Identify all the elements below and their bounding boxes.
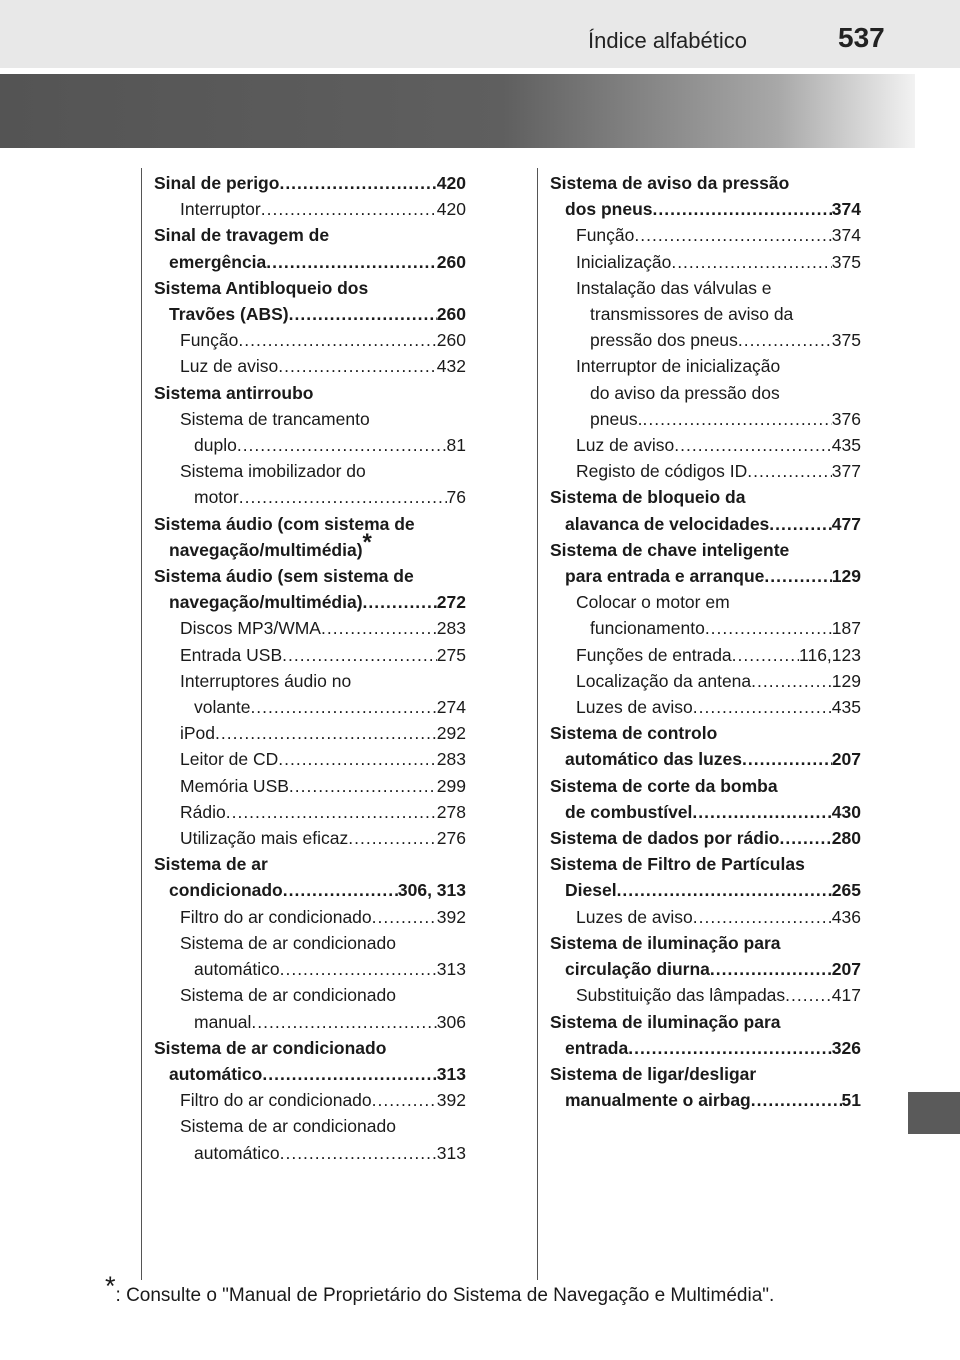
index-entry-text: Utilização mais eficaz <box>180 828 349 849</box>
index-entry-text: Substituição das lâmpadas <box>576 985 786 1006</box>
dot-leader <box>372 1087 437 1113</box>
index-entry-text: Discos MP3/WMA <box>180 618 321 639</box>
index-entry <box>154 380 466 406</box>
dot-leader <box>237 432 447 458</box>
index-entry <box>154 222 466 248</box>
dot-leader <box>226 799 437 825</box>
index-entry <box>154 904 466 930</box>
column-divider-middle <box>537 168 538 1280</box>
index-entry-text: Luz de aviso <box>180 356 279 377</box>
index-entry <box>154 511 466 537</box>
index-entry <box>154 1113 466 1139</box>
index-entry <box>550 380 861 406</box>
index-entry <box>154 956 466 982</box>
index-entry <box>154 668 466 694</box>
index-entry-text: Rádio <box>180 801 226 822</box>
index-entry-text: entrada <box>565 1037 629 1058</box>
index-entry <box>550 746 861 772</box>
index-entry-text: Luzes de aviso <box>576 906 693 927</box>
index-entry-text: Filtro do ar condicionado <box>180 1090 372 1111</box>
page-header <box>0 0 960 68</box>
dot-leader <box>643 406 832 432</box>
page-reference: 374 <box>831 199 861 220</box>
footnote-marker: * <box>105 1271 116 1301</box>
index-entry-text: Sistema de aviso da pressão <box>550 173 790 193</box>
index-entry-text: Função <box>180 330 239 351</box>
page-reference: 436 <box>831 906 861 927</box>
index-entry-text: Registo de códigos ID <box>576 461 748 482</box>
page-reference: 417 <box>831 985 861 1006</box>
dot-leader <box>785 982 832 1008</box>
index-entry-text: Luz de aviso <box>576 435 675 456</box>
index-entry-text: automático <box>194 1142 280 1163</box>
index-entry-text: Funções de entrada <box>576 644 732 665</box>
index-entry <box>154 301 466 327</box>
index-entry <box>550 1061 861 1087</box>
index-entry-text: Diesel <box>565 880 617 901</box>
index-entry <box>550 615 861 641</box>
dot-leader <box>280 1140 437 1166</box>
index-entry-text: Sistema de corte da bomba <box>550 775 778 796</box>
index-entry <box>154 1035 466 1061</box>
index-entry-text: Sistema de dados por rádio <box>550 828 780 849</box>
section-thumb-tab <box>908 1092 960 1134</box>
index-entry-text: Sistema de ar condicionado <box>180 1116 396 1137</box>
footnote-text: : Consulte o "Manual de Proprietário do Sistema de Navegação e Multimédia". <box>115 1285 775 1306</box>
page-reference: 207 <box>831 749 861 770</box>
index-entry <box>550 694 861 720</box>
index-entry <box>550 301 861 327</box>
index-entry <box>154 528 466 563</box>
index-entry-text: Sistema de trancamento <box>180 408 370 429</box>
page-reference: 283 <box>436 618 466 639</box>
page-reference: 313 <box>436 1063 466 1084</box>
index-entry-text: Sistema de Filtro de Partículas <box>550 854 805 875</box>
dot-leader <box>634 222 831 248</box>
index-entry-text: Sinal de travagem de <box>154 225 330 246</box>
index-entry-text: Memória USB <box>180 775 289 796</box>
index-entry-text: Sistema de iluminação para <box>550 932 781 953</box>
index-entry <box>154 720 466 746</box>
index-entry <box>550 904 861 930</box>
index-column-right <box>550 170 861 1113</box>
index-entry <box>154 563 466 589</box>
page-reference: 374 <box>831 225 861 246</box>
index-entry-text: automático <box>169 1063 263 1084</box>
index-entry <box>550 458 861 484</box>
page-reference: 278 <box>436 801 466 822</box>
index-entry <box>154 746 466 772</box>
index-entry-text: Sistema de ar <box>154 854 268 875</box>
index-entry-text: Interruptor de inicialização <box>576 356 781 377</box>
index-entry <box>154 694 466 720</box>
dot-leader <box>283 877 398 903</box>
index-entry <box>550 484 861 510</box>
column-divider-left <box>141 168 142 1280</box>
dot-leader <box>705 615 832 641</box>
dot-leader <box>751 1087 842 1113</box>
index-entry-text: Sinal de perigo <box>154 173 280 193</box>
index-entry-text: para entrada e arranque <box>565 566 765 587</box>
index-entry <box>550 982 861 1008</box>
dot-leader <box>262 1061 436 1087</box>
section-title: Índice alfabético <box>588 28 747 53</box>
index-entry <box>154 799 466 825</box>
page-reference: 292 <box>436 723 466 744</box>
page-reference: 51 <box>841 1090 861 1111</box>
dot-leader <box>289 301 437 327</box>
page-reference: 260 <box>436 330 466 351</box>
page-reference: 299 <box>436 775 466 796</box>
page-reference: 76 <box>446 487 466 508</box>
dot-leader <box>780 825 832 851</box>
index-entry-text: Sistema de controlo <box>550 723 718 744</box>
page-reference: 377 <box>831 461 861 482</box>
index-entry <box>154 170 466 196</box>
index-entry <box>154 773 466 799</box>
dot-leader <box>732 642 799 668</box>
index-entry-text: funcionamento <box>590 618 705 639</box>
page-reference: 283 <box>436 749 466 770</box>
page-reference: 313 <box>436 1142 466 1163</box>
index-entry <box>550 327 861 353</box>
index-entry-text: Sistema de ar condicionado <box>154 1037 387 1058</box>
page-reference: 306, 313 <box>397 880 466 901</box>
index-entry <box>550 196 861 222</box>
index-entry <box>154 327 466 353</box>
index-entry-text: Luzes de aviso <box>576 697 693 718</box>
page-reference: 116,123 <box>799 644 861 665</box>
index-entry <box>154 275 466 301</box>
page-reference: 276 <box>436 828 466 849</box>
page-reference: 430 <box>831 801 861 822</box>
page-reference: 477 <box>831 513 861 534</box>
page-reference: 187 <box>831 618 861 639</box>
dot-leader <box>266 249 437 275</box>
dot-leader <box>261 196 437 222</box>
index-entry-text: Filtro do ar condicionado <box>180 906 372 927</box>
index-entry <box>154 1061 466 1087</box>
page-reference: 392 <box>436 906 466 927</box>
page-reference: 129 <box>831 670 861 691</box>
index-entry <box>154 615 466 641</box>
index-entry <box>550 249 861 275</box>
dot-leader <box>674 432 832 458</box>
page-reference: 435 <box>831 435 861 456</box>
dot-leader <box>710 956 832 982</box>
index-entry <box>550 353 861 379</box>
index-entry <box>154 249 466 275</box>
index-entry <box>550 222 861 248</box>
dot-leader <box>251 1009 436 1035</box>
page-reference: 207 <box>831 959 861 980</box>
index-entry-text: Entrada USB <box>180 644 283 665</box>
index-entry <box>550 537 861 563</box>
index-entry-text: motor <box>194 487 239 508</box>
dot-leader <box>693 694 832 720</box>
index-entry <box>550 432 861 458</box>
page-reference: 265 <box>831 880 861 901</box>
index-entry <box>154 642 466 668</box>
index-entry-text: Sistema de ar condicionado <box>180 985 396 1006</box>
dot-leader <box>321 615 437 641</box>
index-entry <box>154 196 466 222</box>
dot-leader <box>348 825 437 851</box>
index-entry <box>550 825 861 851</box>
dot-leader <box>289 773 437 799</box>
dot-leader <box>693 904 832 930</box>
index-entry <box>550 642 861 668</box>
dot-leader <box>282 642 437 668</box>
footnote <box>105 1271 775 1307</box>
dot-leader <box>769 511 832 537</box>
page-reference: 435 <box>831 697 861 718</box>
index-entry-text: pneus. <box>590 408 643 429</box>
dot-leader <box>278 353 437 379</box>
index-entry-text: alavanca de velocidades <box>565 513 770 534</box>
index-entry-text: Função <box>576 225 635 246</box>
index-entry-text: Sistema Antibloqueio dos <box>154 277 369 298</box>
index-entry-text: do aviso da pressão dos <box>590 382 780 403</box>
dot-leader <box>372 904 437 930</box>
page-reference: 432 <box>436 356 466 377</box>
index-entry-text: Interruptor <box>180 199 261 220</box>
page-reference: 326 <box>831 1037 861 1058</box>
index-entry <box>154 589 466 615</box>
index-entry-text: Sistema antirroubo <box>154 382 314 403</box>
index-entry-text: Colocar o motor em <box>576 592 730 613</box>
index-entry-text: Interruptores áudio no <box>180 670 352 691</box>
dot-leader <box>238 327 436 353</box>
index-entry-text: Leitor de CD <box>180 749 279 770</box>
index-entry-text: navegação/multimédia) <box>169 592 363 613</box>
index-entry <box>550 668 861 694</box>
dot-leader <box>764 563 831 589</box>
index-entry <box>550 406 861 432</box>
index-entry-text: Sistema de bloqueio da <box>550 487 746 508</box>
index-entry-text: Inicialização <box>576 251 672 272</box>
index-entry-text: Sistema áudio (com sistema de <box>154 513 415 534</box>
index-entry-text: Sistema de iluminação para <box>550 1011 781 1032</box>
dot-leader <box>747 458 832 484</box>
page-reference: 129 <box>831 566 861 587</box>
index-entry <box>550 563 861 589</box>
index-entry <box>154 825 466 851</box>
index-entry-text: automático das luzes <box>565 749 742 770</box>
index-entry <box>154 851 466 877</box>
index-entry <box>550 720 861 746</box>
dot-leader <box>215 720 437 746</box>
page-reference: 376 <box>831 408 861 429</box>
index-entry-text: condicionado <box>169 880 283 901</box>
index-entry <box>154 484 466 510</box>
index-entry-text: Sistema de ar condicionado <box>180 932 396 953</box>
index-entry-text: emergência <box>169 251 267 272</box>
index-entry <box>154 982 466 1008</box>
page-reference: 313 <box>436 959 466 980</box>
page-reference: 272 <box>436 592 466 613</box>
index-entry-text: Sistema de chave inteligente <box>550 539 790 560</box>
index-entry-text: Travões (ABS) <box>169 304 289 325</box>
index-entry <box>550 1009 861 1035</box>
dot-leader <box>751 668 832 694</box>
index-entry-text: volante <box>194 697 251 718</box>
dot-leader <box>363 589 437 615</box>
index-entry-text: manual <box>194 1011 252 1032</box>
page-reference: 306 <box>436 1011 466 1032</box>
index-column-left <box>154 170 466 1166</box>
index-entry-text: manualmente o airbag <box>565 1090 751 1111</box>
page-reference: 420 <box>436 173 466 193</box>
index-entry <box>550 511 861 537</box>
footnote-reference: * <box>362 528 372 556</box>
index-entry <box>154 353 466 379</box>
dot-leader <box>280 956 437 982</box>
index-entry <box>154 432 466 458</box>
index-entry <box>550 1087 861 1113</box>
page-reference: 392 <box>436 1090 466 1111</box>
index-entry <box>550 877 861 903</box>
index-entry-text: transmissores de aviso da <box>590 304 794 325</box>
index-entry <box>154 1009 466 1035</box>
index-entry-text: dos pneus <box>565 199 653 220</box>
index-entry <box>550 851 861 877</box>
index-entry <box>154 930 466 956</box>
dot-leader <box>239 484 447 510</box>
index-entry-text: de combustível <box>565 801 693 822</box>
index-entry <box>154 1087 466 1113</box>
index-entry-text: duplo <box>194 435 237 456</box>
dot-leader <box>628 1035 832 1061</box>
dot-leader <box>671 249 831 275</box>
index-entry-text: Sistema áudio (sem sistema de <box>154 566 414 587</box>
index-entry-text: automático <box>194 959 280 980</box>
index-entry-text: Sistema de ligar/desligar <box>550 1063 757 1084</box>
dot-leader <box>279 170 436 196</box>
index-entry <box>154 458 466 484</box>
page-reference: 274 <box>436 697 466 718</box>
index-entry-text: navegação/multimédia) <box>169 539 363 560</box>
index-entry <box>550 773 861 799</box>
dot-leader <box>278 746 437 772</box>
page-reference: 280 <box>831 828 861 849</box>
page-reference: 420 <box>436 199 466 220</box>
index-entry-text: Localização da antena <box>576 670 752 691</box>
index-entry-text: Instalação das válvulas e <box>576 277 772 298</box>
page-reference: 260 <box>436 251 466 272</box>
page-reference: 81 <box>446 435 466 456</box>
header-banner <box>0 74 915 148</box>
dot-leader <box>653 196 832 222</box>
index-entry <box>154 406 466 432</box>
index-entry-text: pressão dos pneus <box>590 330 738 351</box>
index-entry <box>550 589 861 615</box>
index-entry <box>550 170 861 196</box>
dot-leader <box>250 694 436 720</box>
index-entry <box>154 877 466 903</box>
page-reference: 260 <box>436 304 466 325</box>
index-entry-text: circulação diurna <box>565 959 710 980</box>
index-entry <box>550 956 861 982</box>
index-entry <box>550 1035 861 1061</box>
index-entry <box>154 1140 466 1166</box>
index-entry <box>550 799 861 825</box>
page-reference: 375 <box>831 330 861 351</box>
index-entry-text: iPod <box>180 723 216 744</box>
page-reference: 375 <box>831 251 861 272</box>
dot-leader <box>617 877 832 903</box>
index-entry <box>550 275 861 301</box>
page-reference: 275 <box>436 644 466 665</box>
index-entry <box>550 930 861 956</box>
page-number: 537 <box>838 22 885 53</box>
dot-leader <box>742 746 832 772</box>
dot-leader <box>692 799 831 825</box>
index-entry-text: Sistema imobilizador do <box>180 461 366 482</box>
dot-leader <box>738 327 832 353</box>
